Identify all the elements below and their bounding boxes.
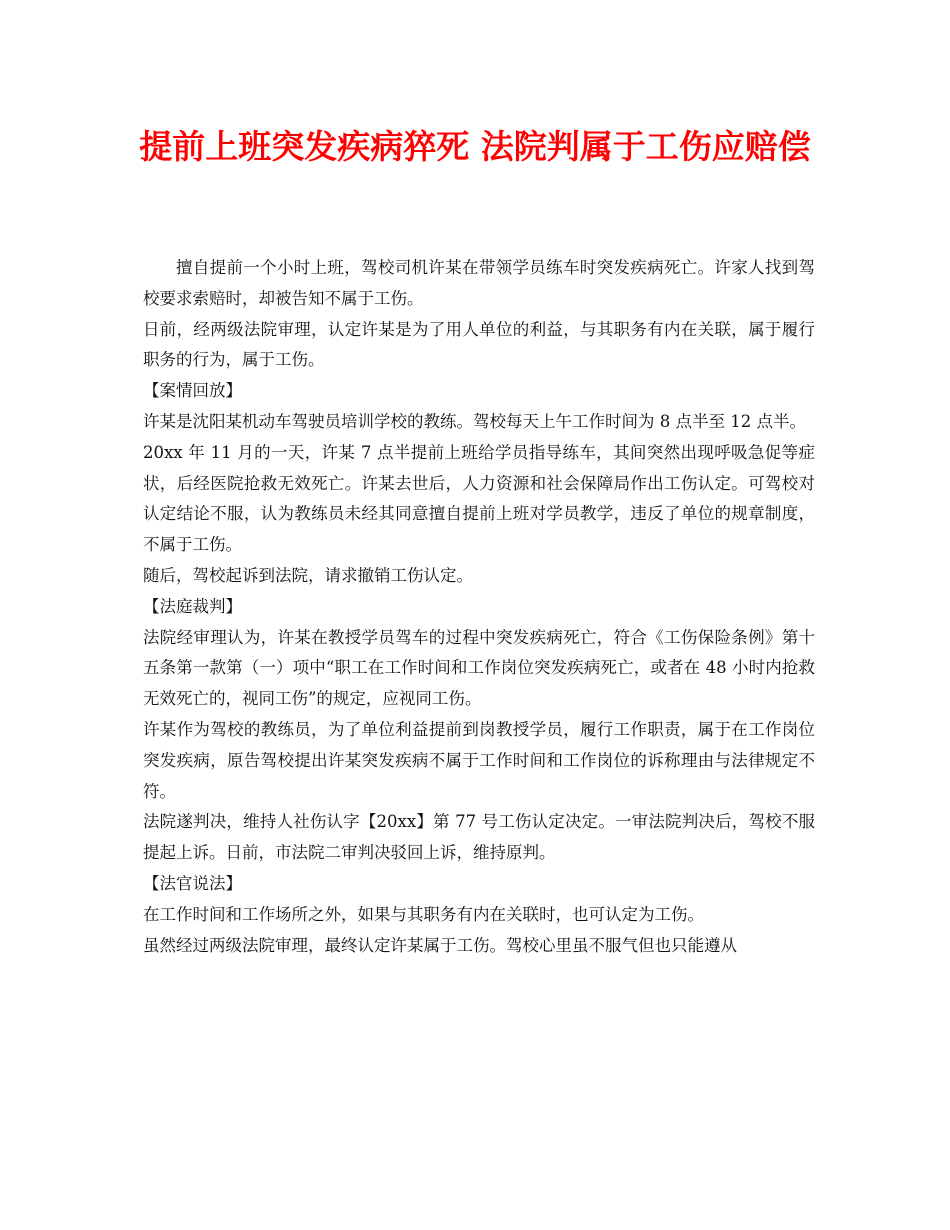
section-heading-case-review: 【案情回放】 (143, 381, 242, 401)
paragraph: 随后，驾校起诉到法院，请求撤销工伤认定。 (143, 565, 473, 585)
paragraph: 许某作为驾校的教练员，为了单位利益提前到岗教授学员，履行工作职责，属于在工作岗位突发疾病，原告驾校提出许某突发疾病不属于工作时间和工作岗位的诉称理由与法律规定不符。 (143, 719, 815, 801)
paragraph: 虽然经过两级法院审理，最终认定许某属于工伤。驾校心里虽不服气但也只能遵从 (143, 935, 737, 955)
section-heading-judge-commentary: 【法官说法】 (143, 873, 242, 893)
document-title: 提前上班突发疾病猝死 法院判属于工伤应赔偿 (139, 127, 811, 166)
paragraph: 在工作时间和工作场所之外，如果与其职务有内在关联时，也可认定为工伤。 (143, 904, 704, 924)
paragraph: 法院经审理认为，许某在教授学员驾车的过程中突发疾病死亡，符合《工伤保险条例》第十五条第一款第（一）项中“职工在工作时间和工作岗位突发疾病死亡，或者在 48 小时内抢救无效死亡的，视同工伤”的规定，应视同工伤。 (143, 627, 815, 709)
paragraph-intro: 擅自提前一个小时上班，驾校司机许某在带领学员练车时突发疾病死亡。许家人找到驾校要求索赔时，却被告知不属于工伤。 (143, 258, 815, 308)
paragraph: 许某是沈阳某机动车驾驶员培训学校的教练。驾校每天上午工作时间为 8 点半至 12 点半。 (143, 411, 806, 431)
paragraph-summary: 日前，经两级法院审理，认定许某是为了用人单位的利益，与其职务有内在关联，属于履行职务的行为，属于工伤。 (143, 319, 815, 370)
paragraph: 20xx 年 11 月的一天，许某 7 点半提前上班给学员指导练车，其间突然出现呼吸急促等症状，后经医院抢救无效死亡。许某去世后，人力资源和社会保障局作出工伤认定。可驾校对认定结论不服，认为教练员未经其同意擅自提前上班对学员教学，违反了单位的规章制度，不属于工伤。 (143, 442, 815, 555)
document-body (143, 253, 815, 961)
paragraph: 法院遂判决，维持人社伤认字【20xx】第 77 号工伤认定决定。一审法院判决后，驾校不服提起上诉。日前，市法院二审判决驳回上诉，维持原判。 (143, 812, 815, 863)
section-heading-court-ruling: 【法庭裁判】 (143, 596, 242, 616)
